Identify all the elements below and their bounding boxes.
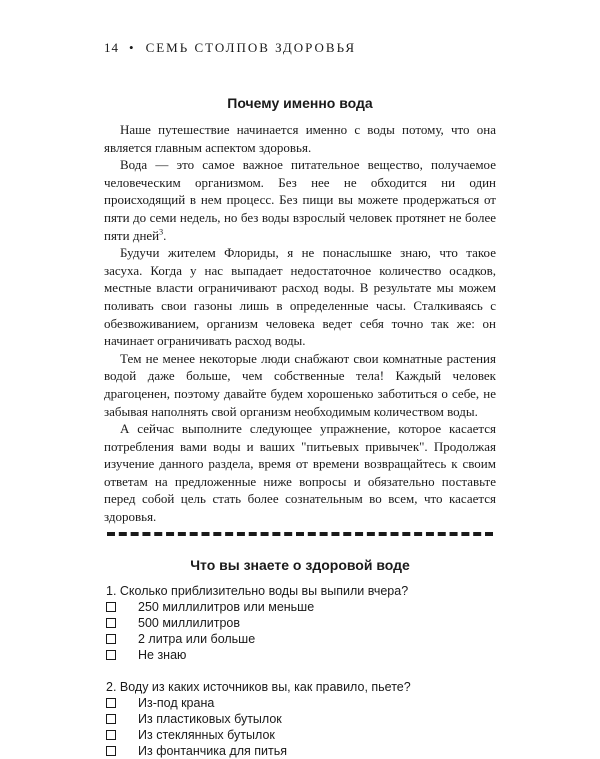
q1-option-2[interactable]: [106, 615, 496, 631]
q1-option-1[interactable]: [106, 599, 496, 615]
q2-option-4-label: Из фонтанчика для питья: [138, 743, 288, 758]
header-separator: •: [129, 40, 136, 55]
q1-option-4-label: Не знаю: [138, 647, 187, 662]
paragraph-1: Наше путешествие начинается именно с воды потому, что она является главным аспектом здоровья.: [104, 122, 496, 155]
question-2-options: [106, 695, 496, 759]
q1-option-2-label: 500 миллилитров: [138, 615, 241, 630]
paragraph-5: А сейчас выполните следующее упражнение, которое касается потребления вами воды и ваших "питьевых привычек". Продолжая изучение данного раздела, время от времени возвращайтесь к своим ответам на предложенные ниже вопросы и обязательно поставьте перед собой цель стать более сознательным во всем, что касается здоровья.: [104, 421, 496, 525]
footnote-mark[interactable]: 3: [159, 227, 164, 237]
q2-option-1-label: Из-под крана: [138, 695, 215, 710]
checkbox-icon[interactable]: [106, 698, 116, 708]
question-1-options: [106, 599, 496, 663]
checkbox-icon[interactable]: [106, 730, 116, 740]
q1-option-4[interactable]: [106, 647, 496, 663]
checkbox-icon[interactable]: [106, 634, 116, 644]
checkbox-icon[interactable]: [106, 618, 116, 628]
section-title: Почему именно вода: [227, 95, 373, 111]
checkbox-icon[interactable]: [106, 714, 116, 724]
paragraph-3: Будучи жителем Флориды, я не понаслышке знаю, что такое засуха. Когда у нас выпадает недостаточное количество осадков, местные власти ограничивают расход воды. В результате мы можем поливать свои газоны лишь в определенные часы. Сталкиваясь с обезвоживанием, организм человека ведет себя точно так же: он начинает ограничивать расход воды.: [104, 245, 496, 349]
checkbox-icon[interactable]: [106, 602, 116, 612]
question-1: [104, 583, 496, 663]
question-2: [104, 679, 496, 759]
quiz-title: Что вы знаете о здоровой воде: [190, 556, 410, 573]
paragraph-2: Вода — это самое важное питательное вещество, получаемое человеческим организмом. Без нее не обходится ни один происходящий в нем процесс. Без пищи вы можете продержаться от пяти до семи недель, но без воды взрослый человек протянет не более пяти дней$^3$.: [104, 157, 496, 243]
q2-option-1[interactable]: [106, 695, 496, 711]
q1-option-3[interactable]: [106, 631, 496, 647]
q1-option-3-label: 2 литра или больше: [138, 631, 256, 646]
q2-option-4[interactable]: [106, 743, 496, 759]
question-1-text: 1. Сколько приблизительно воды вы выпили вчера?: [106, 583, 409, 598]
question-2-text: 2. Воду из каких источников вы, как правило, пьете?: [106, 679, 411, 694]
paragraph-2-text: Вода — это самое важное питательное вещество, получаемое человеческим организмом. Без нее не обходится ни один происходящий в нем процесс. Без пищи вы можете продержаться от пяти до семи недель, но без воды взрослый человек протянет не более пяти дней: [104, 157, 496, 243]
dashed-divider: [107, 532, 493, 546]
question-gap: [104, 663, 496, 679]
q2-option-2[interactable]: [106, 711, 496, 727]
q2-option-2-label: Из пластиковых бутылок: [138, 711, 282, 726]
paragraph-4: Тем не менее некоторые люди снабжают свои комнатные растения водой даже больше, чем собственные тела! Каждый человек драгоценен, поэтому давайте будем хорошенько заботиться о себе, не забывая наполнять свой организм необходимым количеством воды.: [104, 350, 496, 419]
q1-option-1-label: 250 миллилитров или меньше: [138, 599, 315, 614]
checkbox-icon[interactable]: [106, 650, 116, 660]
q2-option-3-label: Из стеклянных бутылок: [138, 727, 275, 742]
page-number: 14: [104, 40, 119, 55]
checkbox-icon[interactable]: [106, 746, 116, 756]
page-content: [104, 93, 496, 759]
q2-option-3[interactable]: [106, 727, 496, 743]
running-header: [104, 40, 356, 56]
book-title: СЕМЬ СТОЛПОВ ЗДОРОВЬЯ: [145, 40, 357, 55]
